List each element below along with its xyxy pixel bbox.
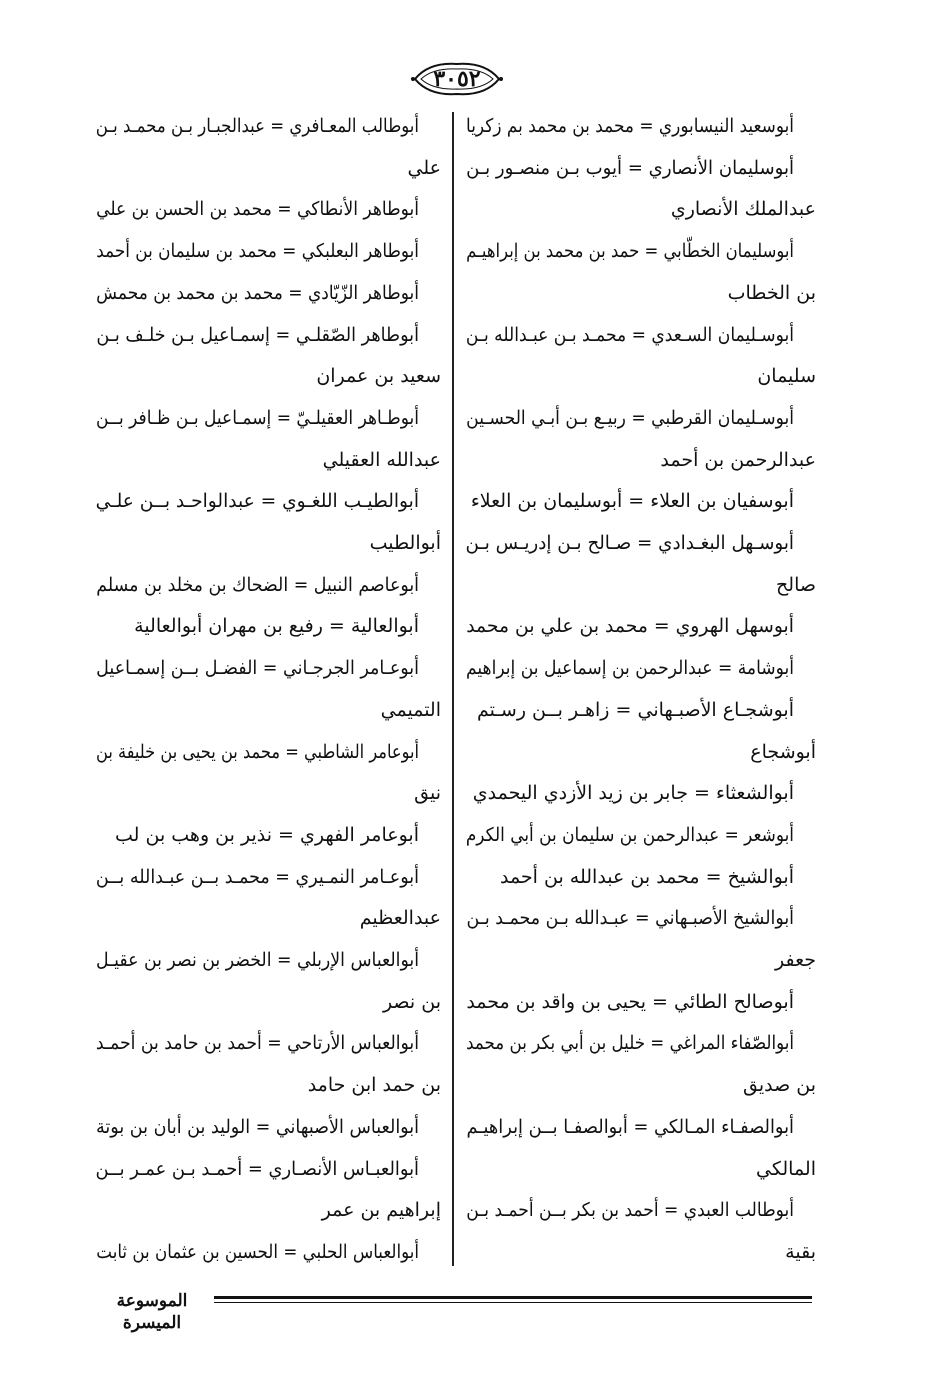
index-entry <box>96 1107 441 1149</box>
entry-continuation: سعيد بن عمران <box>316 365 441 388</box>
entry-continuation: بن نصر <box>382 990 441 1013</box>
index-entry <box>466 231 816 314</box>
entry-line: أبوطاهر الصّقلـي = إسمـاعيل بـن خلـف بـن <box>96 323 419 346</box>
entry-continuation: جعفر <box>774 949 816 972</box>
index-entry <box>466 606 816 648</box>
index-entry <box>96 857 441 940</box>
entry-line: أبوالشيخ الأصبـهاني = عبـدالله بـن محمـد بـن <box>466 907 794 930</box>
entry-continuation: عبدالرحمن بن أحمد <box>660 448 816 471</box>
index-entry <box>96 1232 441 1274</box>
entry-continuation: عبدالملك الأنصاري <box>670 198 816 221</box>
entry-line: أبوسعيد النيسابوري = محمد بن محمد بم زكريا <box>466 115 794 137</box>
entry-continuation: أبوالطيب <box>369 532 441 555</box>
entry-continuation: بن صديق <box>742 1074 816 1097</box>
entry-line: أبوعاصم النبيل = الضحاك بن مخلد بن مسلم <box>96 573 419 596</box>
entry-line: أبوعـامر الجرجـاني = الفضـل بــن إسمـاعيل <box>96 657 420 680</box>
entry-line: أبوشعر = عبدالرحمن بن سليمان بن أبي الكرم <box>465 823 794 846</box>
index-entry <box>466 982 816 1024</box>
index-entry <box>466 857 816 899</box>
right-column <box>466 106 816 1274</box>
index-entry <box>96 1023 441 1106</box>
entry-continuation: نيق <box>414 782 441 805</box>
entry-line: أبوالشعثاء = جابر بن زيد الأزدي اليحمدي <box>472 782 794 805</box>
entry-continuation: سليمان <box>757 365 816 388</box>
entry-line: أبوالعالية = رفيع بن مهران أبوالعالية <box>134 615 419 638</box>
index-entry <box>96 1149 441 1232</box>
entry-line: أبوطاهر الزّيّادي = محمد بن محمد بن محمش <box>96 281 420 304</box>
entry-line: أبوالشيخ = محمد بن عبدالله بن أحمد <box>499 865 794 888</box>
entry-line: أبوسليمان الأنصاري = أيوب بـن منصـور بـن <box>466 156 794 179</box>
entry-continuation: المالكي <box>756 1157 816 1180</box>
index-entry <box>96 815 441 857</box>
index-entry <box>96 106 441 189</box>
index-entry <box>466 898 816 981</box>
entry-line: أبوشامة = عبدالرحمن بن إسماعيل بن إبراهيم <box>465 657 794 680</box>
entry-continuation: أبوشجاع <box>750 740 816 763</box>
entry-continuation: التميمي <box>380 698 441 721</box>
index-entry <box>466 1023 816 1106</box>
index-entry <box>96 648 441 731</box>
entry-continuation: صالح <box>776 573 816 596</box>
index-entry <box>96 732 441 815</box>
index-entry <box>466 815 816 857</box>
entry-continuation: بن الخطاب <box>727 281 816 304</box>
entry-line: أبوالعباس الحلبي = الحسين بن عثمان بن ثابت <box>96 1240 420 1263</box>
index-entry <box>466 481 816 523</box>
index-entry <box>466 773 816 815</box>
index-entry <box>466 398 816 481</box>
entry-continuation: إبراهيم بن عمر <box>321 1199 441 1222</box>
footer-rule <box>214 1296 812 1299</box>
entry-line: أبوسـليمان السـعدي = محمـد بـن عبـدالله بـن <box>465 323 794 346</box>
index-entry <box>96 398 441 481</box>
entry-line: أبوطالب العبدي = أحمد بن بكر بــن أحمـد بـن <box>466 1199 794 1222</box>
entry-line: أبوطاهر البعلبكي = محمد بن سليمان بن أحمد <box>96 240 420 263</box>
column-divider <box>452 112 454 1266</box>
footer-title: الموسوعة الميسرة <box>116 1291 188 1333</box>
entry-line: أبوسـهل البغـدادي = صـالح بـن إدريـس بـن <box>465 532 794 555</box>
entry-line: أبوسهل الهروي = محمد بن علي بن محمد <box>466 615 794 638</box>
entry-line: أبوسـليمان القرطبي = ربيـع بـن أبـي الحسـين <box>466 406 794 429</box>
index-entry <box>96 189 441 231</box>
entry-continuation: بن حمد ابن حامد <box>307 1074 441 1097</box>
index-entry <box>466 148 816 231</box>
index-entry <box>466 1107 816 1190</box>
index-entry <box>466 315 816 398</box>
entry-continuation: عبدالله العقيلي <box>322 448 441 471</box>
index-entry <box>96 231 441 273</box>
index-entry <box>466 106 816 148</box>
footer-rule-thin <box>214 1302 812 1303</box>
entry-continuation: علي <box>407 156 441 179</box>
entry-line: أبوسليمان الخطّابي = حمد بن محمد بن إبراهيـم <box>466 240 794 263</box>
entry-line: أبوعامر الفهري = نذير بن وهب بن لب <box>115 823 419 846</box>
page-number: ٣٠٥٢ <box>433 66 481 92</box>
index-entry <box>466 523 816 606</box>
entry-line: أبوالعباس الأرتاحي = أحمد بن حامد بن أحمـد <box>95 1032 419 1055</box>
entry-continuation: بقية <box>785 1240 816 1263</box>
index-entry <box>96 315 441 398</box>
entry-line: أبوالعباس الأصبهاني = الوليد بن أبان بن بوتة <box>95 1115 419 1138</box>
entry-line: أبوشجـاع الأصبـهاني = زاهـر بــن رسـتم <box>476 698 794 721</box>
index-entry <box>96 606 441 648</box>
entry-line: أبوالعبـاس الأنصـاري = أحمـد بـن عمـر بــن <box>95 1157 419 1180</box>
entry-line: أبوطالب المعـافري = عبدالجبـار بـن محمـد بـن <box>95 115 419 137</box>
entry-line: أبوالطيـب اللغـوي = عبدالواحـد بــن علـي <box>95 490 420 513</box>
entry-line: أبوصالح الطائي = يحيى بن واقد بن محمد <box>466 990 794 1013</box>
entry-line: أبوطاهر الأنطاكي = محمد بن الحسن بن علي <box>96 198 419 221</box>
entry-line: أبوعـامر النمـيري = محمـد بــن عبـدالله بــن <box>95 865 419 888</box>
page-number-ornament <box>409 60 505 98</box>
index-entry <box>96 940 441 1023</box>
entry-continuation: عبدالعظيم <box>359 907 441 930</box>
index-entry <box>466 1190 816 1273</box>
entry-line: أبوالصّفاء المراغي = خليل بن أبي بكر بن محمد <box>466 1032 794 1055</box>
index-entry <box>96 481 441 564</box>
entry-line: أبوعامر الشاطبي = محمد بن يحيى بن خليفة بن <box>95 740 419 763</box>
entry-line: أبوالعباس الإربلي = الخضر بن نصر بن عقيـل <box>96 949 420 972</box>
index-entry <box>466 648 816 690</box>
entry-line: أبوالصفـاء المـالكي = أبوالصفـا بــن إبراهيـم <box>466 1115 794 1138</box>
index-entry <box>96 273 441 315</box>
entry-line: أبوطـاهر العقيلـيّ = إسمـاعيل بـن ظـافر بــن <box>96 406 419 429</box>
left-column <box>96 106 441 1274</box>
index-entry <box>466 690 816 773</box>
entry-line: أبوسفيان بن العلاء = أبوسليمان بن العلاء <box>470 490 794 513</box>
index-entry <box>96 565 441 607</box>
